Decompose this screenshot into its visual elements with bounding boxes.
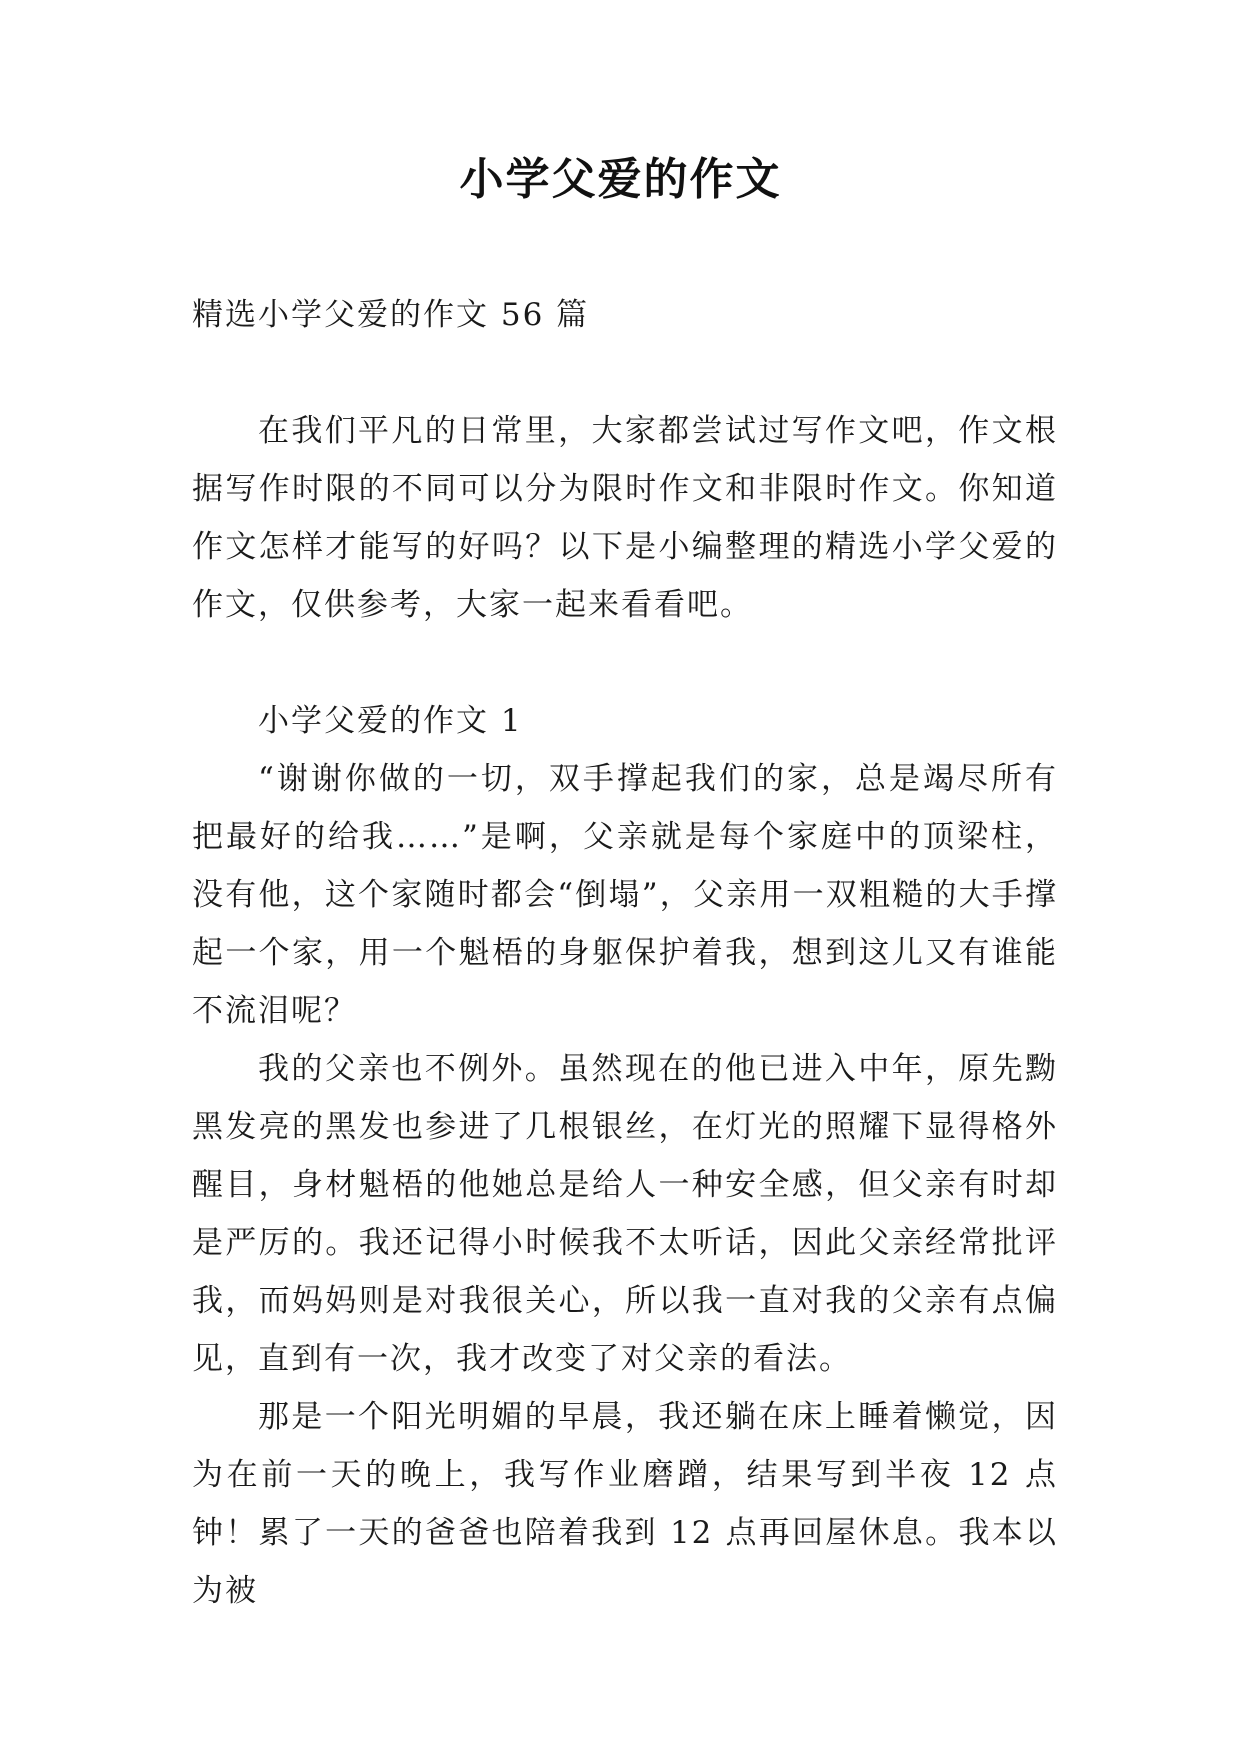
body-paragraph-3: 那是一个阳光明媚的早晨，我还躺在床上睡着懒觉，因为在前一天的晚上，我写作业磨蹭，结果写到半夜 12 点钟！累了一天的爸爸也陪着我到 12 点再回屋休息。我本以为被 [192, 1399, 1058, 1609]
section-heading: 小学父爱的作文 1 [258, 703, 523, 739]
document-subtitle: 精选小学父爱的作文 56 篇 [192, 297, 590, 333]
document-title: 小学父爱的作文 [459, 154, 782, 205]
body-paragraph-2: 我的父亲也不例外。虽然现在的他已进入中年，原先黝黑发亮的黑发也参进了几根银丝，在灯光的照耀下显得格外醒目，身材魁梧的他她总是给人一种安全感，但父亲有时却是严厉的。我还记得小时候我不太听话，因此父亲经常批评我，而妈妈则是对我很关心，所以我一直对我的父亲有点偏见，直到有一次，我才改变了对父亲的看法。 [192, 1051, 1058, 1377]
document-body [192, 286, 1058, 1620]
body-paragraph-1: “谢谢你做的一切，双手撑起我们的家，总是竭尽所有把最好的给我……”是啊，父亲就是每个家庭中的顶梁柱，没有他，这个家随时都会“倒塌”，父亲用一双粗糙的大手撑起一个家，用一个魁梧的身躯保护着我，想到这儿又有谁能不流泪呢？ [192, 761, 1058, 1029]
intro-paragraph: 在我们平凡的日常里，大家都尝试过写作文吧，作文根据写作时限的不同可以分为限时作文和非限时作文。你知道作文怎样才能写的好吗？以下是小编整理的精选小学父爱的作文，仅供参考，大家一起来看看吧。 [192, 413, 1058, 623]
